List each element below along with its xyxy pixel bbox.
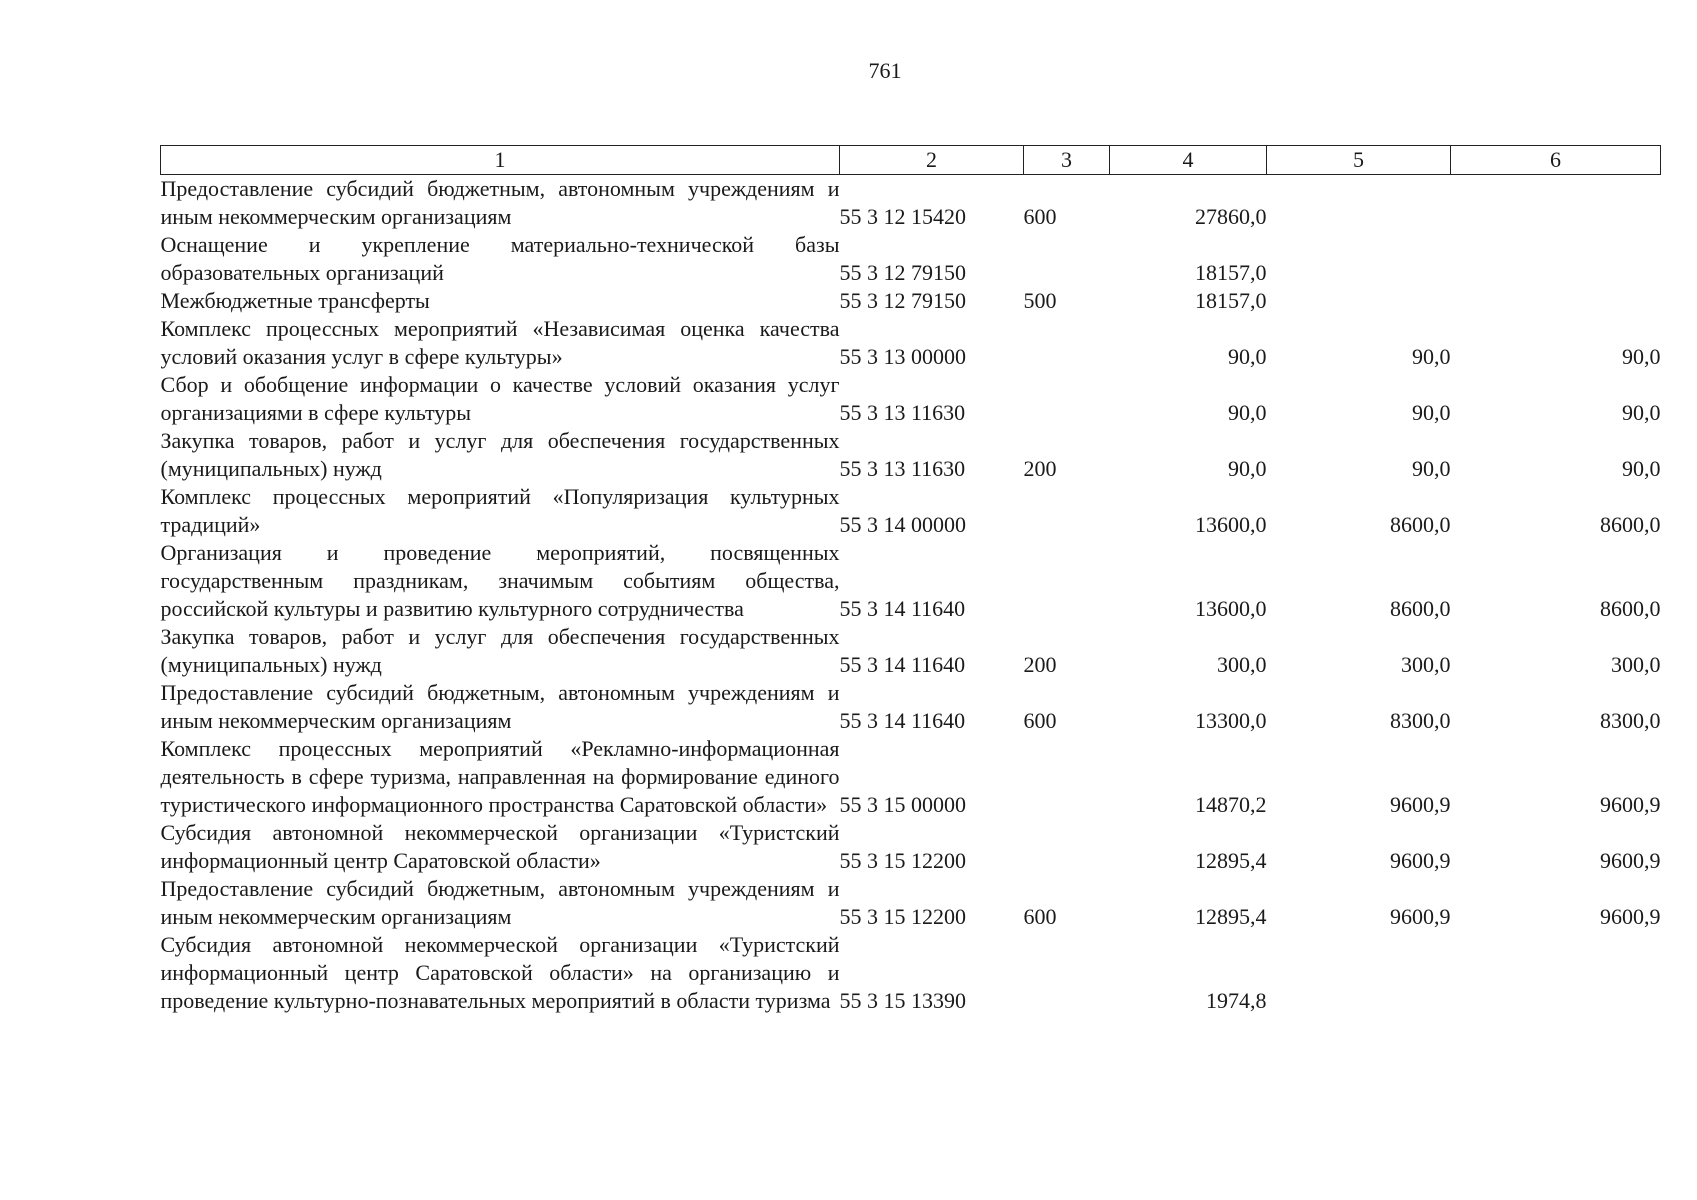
row-value-col4: 18157,0 xyxy=(1195,260,1267,285)
row-expense-type: 200 xyxy=(1023,456,1057,481)
row-expense-type: 200 xyxy=(1023,652,1057,677)
row-target-code: 55 3 13 00000 xyxy=(839,344,966,369)
row-value-col4: 27860,0 xyxy=(1195,204,1267,229)
row-value-col6 xyxy=(1451,287,1661,315)
row-name: Межбюджетные трансферты xyxy=(160,288,430,313)
row-name: Комплекс процессных мероприятий «Популяризация культурных традиций» xyxy=(160,484,840,537)
row-value-col6: 8300,0 xyxy=(1600,708,1661,733)
row-target-code: 55 3 14 11640 xyxy=(839,708,966,733)
table-row xyxy=(161,623,1661,679)
row-value-col4: 1974,8 xyxy=(1206,988,1267,1013)
row-value-col6: 90,0 xyxy=(1622,400,1661,425)
row-target-code: 55 3 14 11640 xyxy=(839,596,966,621)
row-expense-type: 500 xyxy=(1023,288,1057,313)
row-value-col5: 9600,9 xyxy=(1390,792,1451,817)
header-col-1: 1 xyxy=(161,146,840,175)
header-col-2: 2 xyxy=(840,146,1024,175)
row-value-col5: 8300,0 xyxy=(1390,708,1451,733)
row-target-code: 55 3 12 79150 xyxy=(839,288,966,313)
table-row xyxy=(161,819,1661,875)
budget-table xyxy=(160,145,1661,1015)
row-name: Комплекс процессных мероприятий «Независимая оценка качества условий оказания услуг в сфере культуры» xyxy=(160,316,840,369)
row-name: Комплекс процессных мероприятий «Рекламно-информационная деятельность в сфере туризма, направленная на формирование единого туристического информационного пространства Саратовской области» xyxy=(160,736,840,817)
row-value-col4: 12895,4 xyxy=(1195,848,1267,873)
row-expense-type: 600 xyxy=(1023,204,1057,229)
row-expense-type xyxy=(1024,735,1110,819)
row-value-col6 xyxy=(1451,931,1661,1015)
page-number: 761 xyxy=(868,58,902,83)
row-value-col4: 13600,0 xyxy=(1195,596,1267,621)
row-value-col6: 90,0 xyxy=(1622,456,1661,481)
row-target-code: 55 3 12 15420 xyxy=(839,204,966,229)
row-target-code: 55 3 15 00000 xyxy=(839,792,966,817)
table-row xyxy=(161,315,1661,371)
row-value-col6 xyxy=(1451,175,1661,232)
row-expense-type: 600 xyxy=(1023,708,1057,733)
row-value-col5 xyxy=(1267,175,1451,232)
row-value-col5: 8600,0 xyxy=(1390,512,1451,537)
row-value-col5: 90,0 xyxy=(1412,400,1451,425)
row-value-col4: 13600,0 xyxy=(1195,512,1267,537)
row-target-code: 55 3 14 11640 xyxy=(839,652,966,677)
header-col-6: 6 xyxy=(1451,146,1661,175)
row-expense-type xyxy=(1024,931,1110,1015)
row-value-col6: 9600,9 xyxy=(1600,792,1661,817)
table-row xyxy=(161,875,1661,931)
row-target-code: 55 3 15 12200 xyxy=(839,904,966,929)
row-name: Предоставление субсидий бюджетным, автономным учреждениям и иным некоммерческим организациям xyxy=(160,176,840,229)
row-value-col6: 90,0 xyxy=(1622,344,1661,369)
row-name: Предоставление субсидий бюджетным, автономным учреждениям и иным некоммерческим организациям xyxy=(160,876,840,929)
table-row xyxy=(161,371,1661,427)
row-expense-type xyxy=(1024,371,1110,427)
row-expense-type xyxy=(1024,483,1110,539)
table-row xyxy=(161,287,1661,315)
row-value-col5 xyxy=(1267,931,1451,1015)
row-value-col4: 14870,2 xyxy=(1195,792,1267,817)
row-value-col5 xyxy=(1267,287,1451,315)
header-row xyxy=(161,146,1661,175)
row-name: Оснащение и укрепление материально-технической базы образовательных организаций xyxy=(160,232,840,285)
row-value-col4: 90,0 xyxy=(1228,456,1267,481)
row-name: Организация и проведение мероприятий, посвященных государственным праздникам, значимым событиям общества, российской культуры и развитию культурного сотрудничества xyxy=(160,540,840,621)
row-expense-type xyxy=(1024,231,1110,287)
row-name: Предоставление субсидий бюджетным, автономным учреждениям и иным некоммерческим организациям xyxy=(160,680,840,733)
header-col-3: 3 xyxy=(1024,146,1110,175)
row-value-col5: 300,0 xyxy=(1401,652,1451,677)
row-name: Закупка товаров, работ и услуг для обеспечения государственных (муниципальных) нужд xyxy=(160,624,840,677)
row-value-col6 xyxy=(1451,231,1661,287)
table-row xyxy=(161,231,1661,287)
row-value-col4: 13300,0 xyxy=(1195,708,1267,733)
row-value-col6: 300,0 xyxy=(1611,652,1661,677)
row-name: Субсидия автономной некоммерческой организации «Туристский информационный центр Саратовской области» xyxy=(160,820,840,873)
header-col-5: 5 xyxy=(1267,146,1451,175)
row-expense-type xyxy=(1024,819,1110,875)
row-target-code: 55 3 15 12200 xyxy=(839,848,966,873)
row-value-col5: 90,0 xyxy=(1412,344,1451,369)
row-value-col5: 90,0 xyxy=(1412,456,1451,481)
row-name: Закупка товаров, работ и услуг для обеспечения государственных (муниципальных) нужд xyxy=(160,428,840,481)
row-value-col6: 8600,0 xyxy=(1600,596,1661,621)
row-expense-type xyxy=(1024,315,1110,371)
row-target-code: 55 3 15 13390 xyxy=(839,988,966,1013)
row-value-col4: 12895,4 xyxy=(1195,904,1267,929)
row-expense-type: 600 xyxy=(1023,904,1057,929)
row-value-col6: 8600,0 xyxy=(1600,512,1661,537)
row-value-col5: 8600,0 xyxy=(1390,596,1451,621)
row-value-col6: 9600,9 xyxy=(1600,904,1661,929)
row-value-col5 xyxy=(1267,231,1451,287)
table-row xyxy=(161,539,1661,623)
row-value-col5: 9600,9 xyxy=(1390,904,1451,929)
row-value-col4: 300,0 xyxy=(1217,652,1267,677)
row-target-code: 55 3 12 79150 xyxy=(839,260,966,285)
row-name: Сбор и обобщение информации о качестве условий оказания услуг организациями в сфере культуры xyxy=(160,372,840,425)
row-target-code: 55 3 14 00000 xyxy=(839,512,966,537)
table-row xyxy=(161,175,1661,232)
table-row xyxy=(161,735,1661,819)
table-row xyxy=(161,931,1661,1015)
row-target-code: 55 3 13 11630 xyxy=(839,400,966,425)
header-col-4: 4 xyxy=(1110,146,1267,175)
row-value-col5: 9600,9 xyxy=(1390,848,1451,873)
row-value-col4: 90,0 xyxy=(1228,400,1267,425)
table-body xyxy=(161,175,1661,1016)
row-value-col4: 90,0 xyxy=(1228,344,1267,369)
table-row xyxy=(161,679,1661,735)
row-value-col6: 9600,9 xyxy=(1600,848,1661,873)
row-value-col4: 18157,0 xyxy=(1195,288,1267,313)
table-row xyxy=(161,483,1661,539)
table-row xyxy=(161,427,1661,483)
row-name: Субсидия автономной некоммерческой организации «Туристский информационный центр Саратовской области» на организацию и проведение культурно-познавательных мероприятий в области туризма xyxy=(160,932,840,1013)
row-target-code: 55 3 13 11630 xyxy=(839,456,966,481)
row-expense-type xyxy=(1024,539,1110,623)
